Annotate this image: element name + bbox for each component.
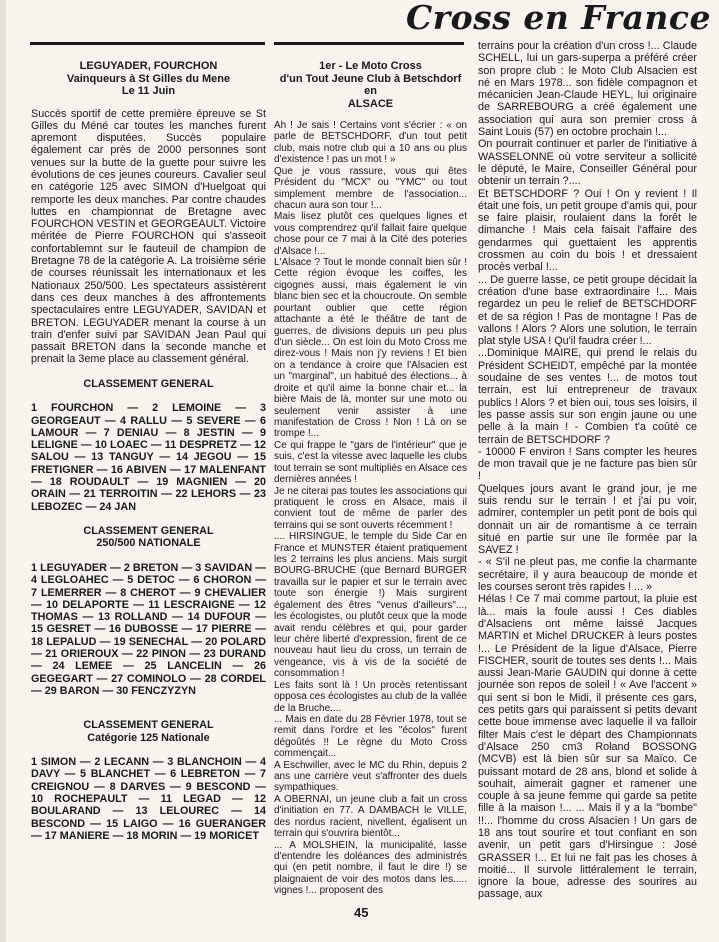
page-number: 45 <box>354 905 369 920</box>
article-paragraph: Ce qui frappe le "gars de l'intérieur" que je suis, c'est la vitesse avec laquelle les clubs tout terrain se sont multipliés en Alsace ces dernières années ! <box>274 439 467 486</box>
heading-line: 250/500 NATIONALE <box>96 537 201 550</box>
article-paragraph: Ah ! Je sais ! Certains vont s'écrier : « on parle de BETSCHDORF, d'un tout petit club, mais notre club qui a 10 ans ou plus d'existence ! pas un mot ! » <box>274 120 467 166</box>
article-paragraph: Que je vous rassure, vous qui êtes Président du "MCX" ou "YMC" ou tout simplement membre de l'association... chacun aura son tour !... <box>274 165 467 211</box>
column-right <box>478 40 697 901</box>
column-rule-left <box>30 42 265 45</box>
heading-line: CLASSEMENT GENERAL <box>83 524 214 537</box>
classement-heading <box>31 525 266 550</box>
article-heading-middle <box>274 60 467 110</box>
article-paragraph: terrains pour la création d'un cross !... Claude SCHELL, lui un gars-superpa a préféré créer son propre club : le Moto Club Alsacien est né en Mars 1978... son fidèle compagnon et mécanicien Jean-Claude HEYL, lui originaire de SARREBOURG a créé également une association qui aura son premier cross à Saint Louis (57) en octobre prochain !... <box>478 40 697 139</box>
section-title: Cross en France <box>406 0 711 37</box>
article-paragraph: L'Alsace ? Tout le monde connaît bien sûr ! Cette région évoque les coiffes, les cigognes aussi, mais également le vin blanc bien sec et la choucroute. On semble pourtant oublier que cette région attachante a été le théâtre de tant de guerres, de divisions depuis un peu plus d'un siècle... On est loin du Moto Cross me direz-vous ! Mais non j'y reviens ! Et bien on a tendance à croire que l'Alsacien est un "marginal", un habitué des élections... à droite et qu'il aime la bonne chair et... la bière Mais de là, monter sur une moto ou seulement venir assister à une manifestation de Cross ! Non ! Là on se trompe !... <box>274 257 467 440</box>
article-heading-left <box>31 60 266 98</box>
heading-line: ALSACE <box>347 97 394 110</box>
heading-line: d'un Tout Jeune Club à Betschdorf en <box>279 72 462 97</box>
article-paragraph: ... A MOLSHEIN, la municipalité, lasse d'entendre les doléances des administrés qui (en petit nombre, il faut le dire !) se plaignaient de voir des motos dans les..... vignes !... proposent des <box>274 839 467 897</box>
page-header <box>0 0 719 40</box>
classement-list: 1 LEGUYADER — 2 BRETON — 3 SAVIDAN — 4 LEGLOAHEC — 5 DETOC — 6 CHORON — 7 LEMERRER — 8 CHEROT — 9 CHEVALIER — 10 DELAPORTE — 11 LESCRAIGNE — 12 THOMAS — 13 ROLLAND — 14 DUFOUR — 15 GESRET — 16 DUBOSSE — 17 PIERRE — 18 LEPALUD — 19 SENECHAL — 20 POLARD — 21 ORIEROUX — 22 PINON — 23 DURAND — 24 LEMEE — 25 LANCELIN — 26 GEGEGART — 27 COMINOLO — 28 CORDEL — 29 BARON — 30 FENCZYZYN <box>31 561 266 697</box>
heading-line: Le 11 Juin <box>121 85 176 97</box>
article-paragraph: Je ne citerai pas toutes les associations qui pratiquent le cross en Alsace, mais il convient tout de même de parler des terrains qui se sont ouverts récemment ! <box>274 485 467 531</box>
heading-line: Catégorie 125 Nationale <box>87 731 210 744</box>
classement-heading: CLASSEMENT GENERAL <box>83 377 214 390</box>
classement-list: 1 FOURCHON — 2 LEMOINE — 3 GEORGEAUT — 4 RALLU — 5 SEVERE — 6 LAMOUR — 7 DENIAU — 8 JESTIN — 9 LELIGNE — 10 LOAEC — 11 DESPRETZ — 12 SALOU — 13 TANGUY — 14 JEGOU — 15 FRETIGNER — 16 ABIVEN — 17 MALENFANT — 18 ROUDAULT — 19 MAGNIEN — 20 ORAIN — 21 TERROITIN — 22 LEHORS — 23 LEBOZEC — 24 JAN <box>31 402 266 513</box>
article-paragraph: ... Mais en date du 28 Février 1978, tout se remit dans l'ordre et les "écolos" furent dégoûtés !! Le règne du Moto Cross commençait... <box>274 713 467 760</box>
article-paragraph: Les faits sont là ! Un procès retentissant opposa ces écologistes au club de la vallée de la Bruche.... <box>274 679 467 714</box>
column-left <box>31 60 266 842</box>
heading-line: Vainqueurs à St Gilles du Mene <box>66 72 231 85</box>
article-paragraph: A Eschwiller, avec le MC du Rhin, depuis 2 ans une carrière veut s'affronter des duels sympathiques. <box>274 759 467 794</box>
column-middle <box>274 60 467 897</box>
article-paragraph: ...Dominique MAIRE, qui prend le relais du Président SCHEIDT, empêché par la montée soudaine de ses ventes !... de motos tout terrain, est lui entrepreneur de travaux publics ! Alors ? et bien oui, tous ses loisirs, il les passe assis sur son engin jaune ou une pelle à la main ! - Combien t'a coûté ce terrain de BETSCHDORF ? <box>478 347 697 446</box>
article-paragraph: - 10000 F environ ! Sans compter les heures de mon travail que je ne facture pas bien sûr ! <box>478 445 697 483</box>
classement-list: 1 SIMON — 2 LECANN — 3 BLANCHOIN — 4 DAVY — 5 BLANCHET — 6 LEBRETON — 7 CREIGNOU — 8 DARVES — 9 BESCOND — 10 ROCHEPAULT — 11 LEGAD — 12 BOULARAND — 13 LELOUREC — 14 BESCOND — 15 LAIGO — 16 GUERANGER — 17 MANIERE — 18 MORIN — 19 MORICET <box>31 756 266 842</box>
article-paragraph: - « S'il ne pleut pas, me confie la charmante secrétaire, il y aura beaucoup de monde et les courses seront très rapides ! ... » <box>478 556 697 594</box>
page-edge <box>0 0 6 942</box>
heading-line: LEGUYADER, FOURCHON <box>79 60 218 72</box>
article-paragraph: Hélas ! Ce 7 mai comme partout, la pluie est là... mais la foule aussi ! Ces diables d'Alsaciens ont même laissé Jacques MARTIN et Michel DRUCKER à leurs postes !... Le Président de la ligue d'Alsace, Pierre FISCHER, sourit de toutes ses dents !... Mais aussi Jean-Marie GAUDIN qui donne à cette journée son repos de soleil ! « Ave l'accent » qui sent si bon le Midi, il présente ces gars, ces petits gars qui paraissent si petits devant cette boue immense avec laquelle il va falloir filter Mais c'est le départ des Championnats d'Alsace 250 cm3 Roland BOSSONG (MCVB) est là bien sûr sur sa Maïco. Ce puissant motard de 28 ans, blond et solide à souhait, aimerait gagner et ramener une couple à sa jeune femme qui garde sa petite fille à la maison !... ... Mais il y a la "bombe" !!... l'homme du cross Alsacien ! Un gars de 18 ans tout sourire et tout confiant en son avenir, un petit gars d'Hirsingue : José GRASSER !... Et lui ne fait pas les choses à moitié... Il survole littéralement le terrain, ignore la boue, adresse des sourires au passage, aux <box>478 593 697 901</box>
article-paragraph: Mais lisez plutôt ces quelques lignes et vous comprendrez qu'il fallait faire quelque chose pour ce 7 mai à la Cité des poteries d'Alsace !... <box>274 211 467 257</box>
heading-line: CLASSEMENT GENERAL <box>83 719 214 732</box>
column-rule-middle <box>274 42 464 45</box>
article-paragraph: Quelques jours avant le grand jour, je me suis rendu sur le terrain ! et j'ai pu voir, admirer, contempler un petit pont de bois qui donnait un air de romantisme à ce terrain situé en partie sur une île formée par la SAVEZ ! <box>478 482 697 557</box>
classement-heading <box>31 719 266 744</box>
article-paragraph: Succès sportif de cette première épreuve se St Gilles du Méné car toutes les manches furent apremont disputées. Succès populaire également car près de 2000 personnes sont venues sur la butte de la guette pour suivre les évolutions de ces jeunes coureurs. Cavalier seul en catégorie 125 avec SIMON d'Huelgoat qui remporte les deux manches. Par contre chaudes luttes en championnat de Bretagne avec FOURCHON VESTIN et GEORGEAULT. Victoire méritée de Pierre FOURCHON qui s'asseoit confortablemnt sur le fauteuil de champion de Bretagne 78 de la catégorie A. La troisième série de courses réunissait les internationaux et les Nationaux 250/500. Les spectateurs assistèrent dans ces deux manches à des affrontements spectaculaires entre LEGUYADER, SAVIDAN et BRETON. LEGUYADER menant la course à un train d'enfer suivi par SAVIDAN Jean Paul qui passait BRETON dans la seconde manche et prenait la 3eme place au classement général. <box>31 107 266 366</box>
article-paragraph: .... HIRSINGUE, le temple du Side Car en France et MUNSTER étaient pratiquement les 2 terrains les plus anciens. Mais surgit BOURG-BRUCHE (que Bernard BURGER travailla sur le papier et sur le terrain avec toute son énergie !) Mais surgirent également des êtres "venus d'ailleurs"..., les écologistes, ou plutôt ceux que la mode avait rendu célèbres et qui, pour garder leur chère liberté d'expression, firent de ce nouveau haut lieu du cross, un terrain de vengeance, vis à vis de la société de consommation ! <box>274 531 467 680</box>
article-paragraph: Et BETSCHDORF ? Oui ! On y revient ! Il était une fois, un petit groupe d'amis qui, pour se faire plaisir, roulaient dans la forêt le dimanche ! Mais cela faisait l'affaire des gendarmes qui guettaient les apprentis crossmen au coin du bois ! et dressaient procès verbal !... <box>478 187 697 274</box>
heading-line: 1er - Le Moto Cross <box>319 60 422 72</box>
article-paragraph: On pourrait continuer et parler de l'initiative à WASSELONNE où votre serviteur a sollicité le député, le Maire, Conseiller Général pour obtenir un terrain ?.... <box>478 138 697 188</box>
article-paragraph: A OBERNAI, un jeune club a fait un cross d'initiation en 77. A DAMBACH le VILLE, des nordus racient, nivellent, égalisent un terrain qui s'ouvrira bientôt... <box>274 793 467 840</box>
article-paragraph: ... De guerre lasse, ce petit groupe décidait la création d'une base extraordinaire !... Mais regardez un peu le relief de BETSCHDORF et de sa région ! Pas de montagne ! Pas de vallons ! Alors ? Alors une solution, le terrain plat style USA ! Qu'il faudra créer !... <box>478 273 697 348</box>
